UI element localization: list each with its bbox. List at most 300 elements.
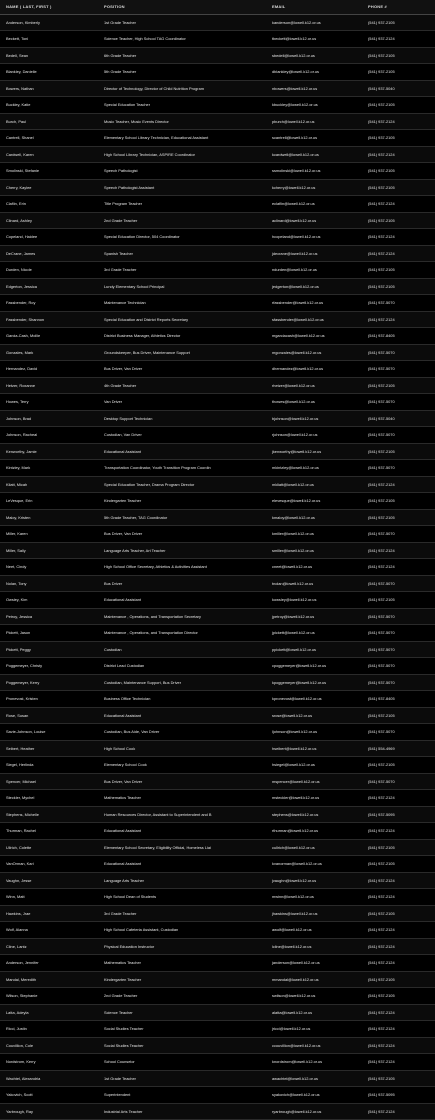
table-cell-position	[98, 394, 266, 411]
table-cell-email	[266, 377, 362, 394]
staff-email-link[interactable]: ppickett@lowell.k12.or.us	[272, 646, 316, 652]
staff-name: Seibert, Heather	[6, 745, 35, 751]
staff-phone: (541) 937-2105	[368, 976, 395, 982]
staff-email-link[interactable]: kbuckley@lowell.k12.or.us	[272, 102, 318, 108]
staff-email-link[interactable]: rthurman@lowell.k12.or.us	[272, 828, 319, 834]
staff-phone: (541) 937-5070	[368, 613, 395, 619]
table-cell-position	[98, 278, 266, 295]
table-cell-email	[266, 130, 362, 147]
table-row	[0, 130, 435, 147]
table-row	[0, 113, 435, 130]
staff-position: Educational Assistant	[104, 712, 141, 718]
table-cell-name	[0, 658, 98, 675]
staff-position: Van Driver	[104, 399, 123, 405]
table-cell-position	[98, 427, 266, 444]
table-cell-name	[0, 146, 98, 163]
table-row	[0, 938, 435, 955]
staff-name: LeVesque, Erin	[6, 498, 33, 504]
staff-position: Social Studies Teacher	[104, 1026, 144, 1032]
staff-email-link[interactable]: dblankley@lowell.k12.or.us	[272, 69, 319, 75]
staff-phone: (541) 937-2124	[368, 960, 395, 966]
staff-name: Nordstrom, Kerry	[6, 1059, 36, 1065]
staff-email-link[interactable]: scantrell@lowell.k12.or.us	[272, 135, 318, 141]
table-row	[0, 1037, 435, 1054]
staff-phone: (541) 937-5070	[368, 679, 395, 685]
staff-email-link[interactable]: bjohnson@lowell.k12.or.us	[272, 415, 319, 421]
staff-position: Kindergarten Teacher	[104, 976, 142, 982]
table-cell-email	[266, 328, 362, 345]
staff-email-link[interactable]: jedgerton@lowell.k12.or.us	[272, 283, 319, 289]
table-cell-position	[98, 1021, 266, 1038]
table-cell-name	[0, 806, 98, 823]
table-cell-name	[0, 130, 98, 147]
staff-phone: (541) 937-2124	[368, 316, 395, 322]
staff-email-link[interactable]: ryarbrough@lowell.k12.or.us	[272, 1108, 322, 1114]
staff-name: DeCrane, James	[6, 250, 36, 256]
table-row	[0, 146, 435, 163]
table-cell-email	[266, 295, 362, 312]
staff-email-link[interactable]: jdecrane@lowell.k12.or.us	[272, 250, 318, 256]
staff-email-link[interactable]: knordstrom@lowell.k12.or.us	[272, 1059, 323, 1065]
table-cell-phone	[362, 328, 435, 345]
staff-name: Latta, Adeyla	[6, 1009, 29, 1015]
staff-email-link[interactable]: aclinard@lowell.k12.or.us	[272, 217, 317, 223]
staff-position: Music Teacher, Music Events Director	[104, 118, 169, 124]
table-cell-phone	[362, 493, 435, 510]
table-cell-name	[0, 889, 98, 906]
staff-email-link[interactable]: rfassbender@lowell.k12.or.us	[272, 300, 324, 306]
staff-name: Wolf, Alanna	[6, 927, 28, 933]
table-cell-name	[0, 196, 98, 213]
table-cell-email	[266, 212, 362, 229]
staff-name: Vaughn, Jesse	[6, 877, 32, 883]
staff-email-link[interactable]: janderson@lowell.k12.or.us	[272, 960, 320, 966]
table-row	[0, 410, 435, 427]
staff-email-link[interactable]: jvaughn@lowell.k12.or.us	[272, 877, 317, 883]
staff-position: High School Cafeteria Assistant, Custodian	[104, 927, 179, 933]
staff-position: Educational Assistant	[104, 597, 141, 603]
table-cell-phone	[362, 707, 435, 724]
staff-email-link[interactable]: elevesque@lowell.k12.or.us	[272, 498, 321, 504]
staff-email-link[interactable]: smiller@lowell.k12.or.us	[272, 547, 314, 553]
staff-email-link[interactable]: mmandal@lowell.k12.or.us	[272, 976, 319, 982]
table-cell-position	[98, 229, 266, 246]
table-cell-position	[98, 542, 266, 559]
staff-name: Fassbender, Roy	[6, 300, 36, 306]
table-cell-name	[0, 938, 98, 955]
staff-name: Claflin, Erin	[6, 201, 26, 207]
staff-email-link[interactable]: rhetzer@lowell.k12.or.us	[272, 382, 315, 388]
staff-position: High School Dean of Students	[104, 894, 157, 900]
table-cell-name	[0, 1004, 98, 1021]
table-cell-name	[0, 691, 98, 708]
table-cell-email	[266, 575, 362, 592]
staff-email-link[interactable]: mgonzales@lowell.k12.or.us	[272, 349, 322, 355]
staff-name: Cantrell, Shanel	[6, 135, 34, 141]
table-cell-email	[266, 889, 362, 906]
table-cell-email	[266, 905, 362, 922]
staff-name: Nolan, Tony	[6, 580, 27, 586]
table-cell-name	[0, 1087, 98, 1104]
staff-email-link[interactable]: jhawkins@lowell.k12.or.us	[272, 910, 318, 916]
staff-name: Petroy, Jessica	[6, 613, 33, 619]
table-row	[0, 707, 435, 724]
staff-email-link[interactable]: ndurden@lowell.k12.or.us	[272, 267, 317, 273]
table-cell-name	[0, 460, 98, 477]
staff-email-link[interactable]: kowsley@lowell.k12.or.us	[272, 597, 317, 603]
table-cell-phone	[362, 377, 435, 394]
staff-email-link[interactable]: ccouvillion@lowell.k12.or.us	[272, 1042, 321, 1048]
table-cell-phone	[362, 608, 435, 625]
staff-email-link[interactable]: stephens@lowell.k12.or.us	[272, 811, 319, 817]
staff-position: Special Education Teacher, Drama Program Director	[104, 481, 195, 487]
staff-email-link[interactable]: lcline@lowell.k12.or.us	[272, 943, 312, 949]
staff-position: Language Arts Teacher	[104, 877, 144, 883]
table-row	[0, 1070, 435, 1087]
staff-email-link[interactable]: mkintzley@lowell.k12.or.us	[272, 465, 319, 471]
table-cell-phone	[362, 196, 435, 213]
table-row	[0, 592, 435, 609]
staff-name: Savie-Johnson, Louise	[6, 729, 46, 735]
staff-name: Hawkins, Jrae	[6, 910, 31, 916]
table-cell-phone	[362, 476, 435, 493]
table-cell-phone	[362, 278, 435, 295]
table-cell-email	[266, 229, 362, 246]
table-cell-name	[0, 625, 98, 642]
staff-position: Superintendent	[104, 1092, 131, 1098]
table-cell-email	[266, 724, 362, 741]
table-cell-email	[266, 262, 362, 279]
table-row	[0, 806, 435, 823]
table-cell-phone	[362, 905, 435, 922]
staff-email-link[interactable]: jpickett@lowell.k12.or.us	[272, 630, 315, 636]
table-cell-phone	[362, 31, 435, 48]
table-cell-email	[266, 509, 362, 526]
table-cell-phone	[362, 1004, 435, 1021]
header-position: POSITION	[104, 4, 125, 10]
staff-position: Spanish Teacher	[104, 250, 133, 256]
table-cell-email	[266, 955, 362, 972]
staff-phone: (541) 937-5070	[368, 300, 395, 306]
staff-phone: (541) 937-2124	[368, 547, 395, 553]
table-cell-email	[266, 641, 362, 658]
staff-email-link[interactable]: jpetroy@lowell.k12.or.us	[272, 613, 315, 619]
table-row	[0, 1054, 435, 1071]
table-cell-name	[0, 64, 98, 81]
table-cell-phone	[362, 955, 435, 972]
table-cell-position	[98, 80, 266, 97]
table-cell-phone	[362, 229, 435, 246]
table-cell-name	[0, 1070, 98, 1087]
staff-email-link[interactable]: nbowers@lowell.k12.or.us	[272, 85, 318, 91]
table-cell-position	[98, 559, 266, 576]
table-cell-phone	[362, 163, 435, 180]
staff-name: Thurman, Rachel	[6, 828, 36, 834]
staff-name: Bowers, Nathan	[6, 85, 34, 91]
staff-email-link[interactable]: rjohnson@lowell.k12.or.us	[272, 432, 318, 438]
staff-position: Language Arts Teacher, Art Teacher	[104, 547, 166, 553]
table-cell-email	[266, 658, 362, 675]
staff-name: Pronevost, Kristen	[6, 696, 38, 702]
table-cell-email	[266, 179, 362, 196]
staff-name: Johnson, Racheal	[6, 432, 38, 438]
table-cell-phone	[362, 130, 435, 147]
staff-email-link[interactable]: thowes@lowell.k12.or.us	[272, 399, 315, 405]
staff-phone: (541) 937-2124	[368, 481, 395, 487]
staff-position: Educational Assistant	[104, 861, 141, 867]
table-cell-position	[98, 938, 266, 955]
staff-email-link[interactable]: sfassbender@lowell.k12.or.us	[272, 316, 324, 322]
table-cell-position	[98, 97, 266, 114]
table-row	[0, 163, 435, 180]
staff-phone: (541) 937-2105	[368, 382, 395, 388]
table-cell-position	[98, 773, 266, 790]
staff-phone: (541) 937-2105	[368, 69, 395, 75]
staff-email-link[interactable]: jkenworthy@lowell.k12.or.us	[272, 448, 322, 454]
staff-position: 2nd Grade Teacher	[104, 217, 138, 223]
table-cell-position	[98, 1087, 266, 1104]
staff-position: Custodian, Maintenance Support, Bus Driver	[104, 679, 181, 685]
table-cell-name	[0, 707, 98, 724]
table-row	[0, 47, 435, 64]
table-cell-email	[266, 806, 362, 823]
table-cell-position	[98, 691, 266, 708]
staff-email-link[interactable]: cneet@lowell.k12.or.us	[272, 564, 313, 570]
staff-email-link[interactable]: kcardwell@lowell.k12.or.us	[272, 151, 319, 157]
staff-name: Kintzley, Mark	[6, 465, 31, 471]
table-cell-email	[266, 427, 362, 444]
staff-position: Elementary School Cook	[104, 762, 147, 768]
staff-position: Educational Assistant	[104, 828, 141, 834]
table-cell-phone	[362, 641, 435, 658]
staff-name: Yakovich, Scott	[6, 1092, 33, 1098]
staff-position: Educational Assistant	[104, 448, 141, 454]
table-row	[0, 955, 435, 972]
table-cell-name	[0, 31, 98, 48]
staff-phone: (541) 937-2105	[368, 135, 395, 141]
table-row	[0, 856, 435, 873]
table-cell-position	[98, 757, 266, 774]
staff-phone: (541) 937-2105	[368, 102, 395, 108]
table-cell-email	[266, 823, 362, 840]
staff-position: Special Education Director, 504 Coordinator	[104, 234, 180, 240]
header-name: NAME ( LAST, FIRST )	[6, 4, 52, 10]
staff-email-link[interactable]: tbeckett@lowell.k12.or.us	[272, 36, 317, 42]
staff-phone: (541) 937-2124	[368, 151, 395, 157]
table-cell-name	[0, 757, 98, 774]
table-row	[0, 295, 435, 312]
table-cell-email	[266, 493, 362, 510]
table-row	[0, 988, 435, 1005]
staff-name: Mandal, Meredith	[6, 976, 37, 982]
table-cell-name	[0, 278, 98, 295]
table-cell-email	[266, 1037, 362, 1054]
table-body	[0, 14, 435, 1120]
table-cell-phone	[362, 1070, 435, 1087]
staff-position: Custodian	[104, 646, 122, 652]
table-cell-phone	[362, 179, 435, 196]
staff-name: Siegel, Herlinda	[6, 762, 34, 768]
table-cell-phone	[362, 460, 435, 477]
table-cell-email	[266, 608, 362, 625]
staff-phone: (541) 937-2124	[368, 118, 395, 124]
staff-email-link[interactable]: hseibert@lowell.k12.or.us	[272, 745, 317, 751]
staff-phone: (541) 937-2105	[368, 712, 395, 718]
staff-name: Cline, Lantz	[6, 943, 27, 949]
table-cell-name	[0, 872, 98, 889]
staff-email-link[interactable]: kvanorman@lowell.k12.or.us	[272, 861, 322, 867]
staff-position: Desktop Support Technician	[104, 415, 153, 421]
table-cell-phone	[362, 889, 435, 906]
staff-email-link[interactable]: cullrich@lowell.k12.or.us	[272, 844, 315, 850]
table-cell-phone	[362, 839, 435, 856]
table-row	[0, 361, 435, 378]
staff-email-link[interactable]: kcherry@lowell.k12.or.us	[272, 184, 316, 190]
staff-email-link[interactable]: sbedell@lowell.k12.or.us	[272, 52, 315, 58]
staff-name: Wachtel, Alexandria	[6, 1075, 41, 1081]
staff-name: Kenworthy, Jamie	[6, 448, 37, 454]
staff-email-link[interactable]: swilson@lowell.k12.or.us	[272, 993, 316, 999]
staff-name: Edgerton, Jessica	[6, 283, 37, 289]
staff-email-link[interactable]: awolf@lowell.k12.or.us	[272, 927, 312, 933]
table-cell-email	[266, 196, 362, 213]
table-cell-position	[98, 905, 266, 922]
staff-email-link[interactable]: hsiegel@lowell.k12.or.us	[272, 762, 315, 768]
staff-position: 5th Grade Teacher	[104, 69, 137, 75]
staff-email-link[interactable]: srose@lowell.k12.or.us	[272, 712, 313, 718]
staff-name: Steckler, Mychel	[6, 795, 35, 801]
staff-phone: (541) 937-2105	[368, 184, 395, 190]
staff-phone: (541) 937-2124	[368, 1108, 395, 1114]
table-cell-email	[266, 311, 362, 328]
staff-email-link[interactable]: mspencer@lowell.k12.or.us	[272, 778, 320, 784]
staff-phone: (541) 937-5070	[368, 663, 395, 669]
table-cell-name	[0, 592, 98, 609]
staff-name: Blankley, Danielle	[6, 69, 37, 75]
table-cell-email	[266, 64, 362, 81]
staff-email-link[interactable]: ssmolinski@lowell.k12.or.us	[272, 168, 321, 174]
staff-position: Elementary School Library Technician, Educational Assistant	[104, 135, 209, 141]
staff-name: Winn, Matt	[6, 894, 25, 900]
table-cell-email	[266, 80, 362, 97]
table-cell-position	[98, 641, 266, 658]
table-cell-phone	[362, 1103, 435, 1120]
table-cell-position	[98, 988, 266, 1005]
staff-name: Yarbrough, Ray	[6, 1108, 33, 1114]
staff-position: Elementary School Secretary, Eligibility Official, Homeless Liai	[104, 844, 211, 850]
table-cell-phone	[362, 146, 435, 163]
table-row	[0, 14, 435, 31]
table-cell-email	[266, 872, 362, 889]
table-cell-name	[0, 790, 98, 807]
staff-phone: (541) 937-2124	[368, 234, 395, 240]
staff-phone: (541) 937-2105	[368, 498, 395, 504]
table-cell-phone	[362, 806, 435, 823]
staff-phone: (541) 937-5070	[368, 580, 395, 586]
table-cell-phone	[362, 394, 435, 411]
table-cell-phone	[362, 674, 435, 691]
staff-phone: (541) 937-5070	[368, 646, 395, 652]
staff-phone: (541) 937-2124	[368, 894, 395, 900]
staff-phone: (541) 937-5095	[368, 1092, 395, 1098]
staff-name: Johnson, Brad	[6, 415, 32, 421]
table-cell-name	[0, 955, 98, 972]
staff-email-link[interactable]: awachtel@lowell.k12.or.us	[272, 1075, 318, 1081]
staff-email-link[interactable]: ljohnson@lowell.k12.or.us	[272, 729, 318, 735]
table-row	[0, 905, 435, 922]
staff-phone: (541) 937-8405	[368, 696, 395, 702]
staff-phone: (541) 937-5070	[368, 432, 395, 438]
staff-email-link[interactable]: kpoggemeyer@lowell.k12.or.us	[272, 679, 327, 685]
table-cell-position	[98, 592, 266, 609]
table-cell-position	[98, 443, 266, 460]
staff-email-link[interactable]: syakovich@lowell.k12.or.us	[272, 1092, 320, 1098]
table-cell-email	[266, 691, 362, 708]
staff-name: Poggemeyer, Christy	[6, 663, 43, 669]
table-cell-position	[98, 1054, 266, 1071]
staff-email-link[interactable]: kmaloy@lowell.k12.or.us	[272, 514, 315, 520]
table-cell-position	[98, 823, 266, 840]
staff-email-link[interactable]: mwinn@lowell.k12.or.us	[272, 894, 314, 900]
table-cell-position	[98, 575, 266, 592]
staff-position: Business Office Technician	[104, 696, 151, 702]
table-cell-name	[0, 971, 98, 988]
table-cell-name	[0, 229, 98, 246]
staff-email-link[interactable]: jricci@lowell.k12.or.us	[272, 1026, 311, 1032]
staff-email-link[interactable]: eclaflin@lowell.k12.or.us	[272, 201, 315, 207]
staff-email-link[interactable]: hcopeland@lowell.k12.or.us	[272, 234, 321, 240]
table-cell-phone	[362, 311, 435, 328]
table-row	[0, 311, 435, 328]
table-cell-name	[0, 674, 98, 691]
table-row	[0, 839, 435, 856]
table-cell-position	[98, 740, 266, 757]
staff-phone: (541) 937-5070	[368, 366, 395, 372]
table-row	[0, 608, 435, 625]
staff-email-link[interactable]: kpronevost@lowell.k12.or.us	[272, 696, 322, 702]
table-cell-phone	[362, 47, 435, 64]
staff-name: Pickett, Jason	[6, 630, 31, 636]
table-cell-position	[98, 64, 266, 81]
staff-email-link[interactable]: pburch@lowell.k12.or.us	[272, 118, 315, 124]
table-cell-phone	[362, 1037, 435, 1054]
staff-phone: (541) 937-5070	[368, 630, 395, 636]
staff-email-link[interactable]: cpoggemeyer@lowell.k12.or.us	[272, 663, 327, 669]
table-cell-position	[98, 526, 266, 543]
staff-email-link[interactable]: mgarciacash@lowell.k12.or.us	[272, 333, 325, 339]
table-cell-email	[266, 146, 362, 163]
table-row	[0, 658, 435, 675]
table-cell-position	[98, 113, 266, 130]
staff-email-link[interactable]: msteckler@lowell.k12.or.us	[272, 795, 320, 801]
staff-email-link[interactable]: dhernandez@lowell.k12.or.us	[272, 366, 324, 372]
table-cell-name	[0, 839, 98, 856]
staff-email-link[interactable]: alatta@lowell.k12.or.us	[272, 1009, 313, 1015]
table-cell-name	[0, 559, 98, 576]
staff-phone: (541) 937-2124	[368, 1059, 395, 1065]
staff-email-link[interactable]: tnolan@lowell.k12.or.us	[272, 580, 314, 586]
table-cell-phone	[362, 592, 435, 609]
table-cell-email	[266, 245, 362, 262]
staff-phone: (541) 937-5070	[368, 778, 395, 784]
staff-phone: (541) 937-2105	[368, 168, 395, 174]
staff-phone: (541) 937-2105	[368, 283, 395, 289]
staff-email-link[interactable]: mkliatt@lowell.k12.or.us	[272, 481, 314, 487]
table-cell-position	[98, 922, 266, 939]
staff-email-link[interactable]: kanderson@lowell.k12.or.us	[272, 19, 321, 25]
staff-email-link[interactable]: kmiller@lowell.k12.or.us	[272, 531, 314, 537]
staff-phone: (541) 937-2105	[368, 448, 395, 454]
